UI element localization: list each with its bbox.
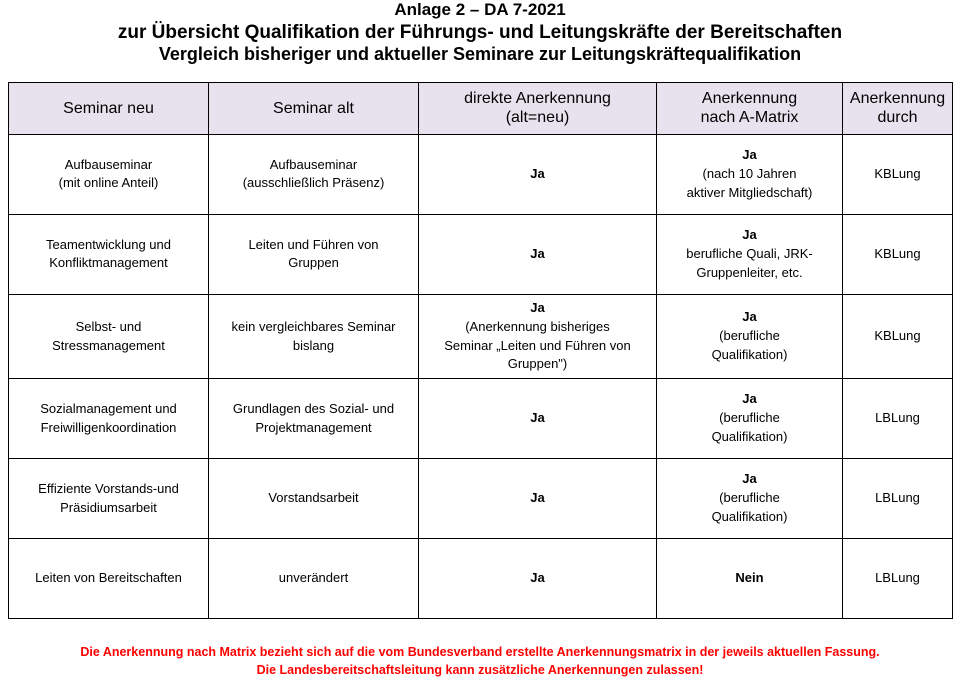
cell-line-1: Ja	[530, 165, 545, 181]
cell-line-1: Ja	[742, 147, 757, 163]
footnote-line-1: Die Anerkennung nach Matrix bezieht sich auf die vom Bundesverband erstellte Anerkennungsmatrix in der jeweils aktuellen Fassung.	[80, 645, 880, 660]
column-header-line-2: (alt=neu)	[505, 109, 570, 127]
footnote	[8, 643, 952, 679]
column-header-direkte-anerkennung	[419, 82, 657, 134]
cell-line-1: Ja	[530, 570, 545, 586]
column-header-seminar-neu	[9, 82, 209, 134]
cell-seminar-neu	[9, 294, 209, 378]
cell-anerkennung-durch: LBLung	[843, 459, 953, 539]
column-header-anerkennung-a-matrix	[657, 82, 843, 134]
cell-line-1: Leiten von Bereitschaften	[35, 570, 182, 586]
table-row	[9, 214, 953, 294]
cell-line-2: (Anerkennung bisheriges	[465, 318, 610, 334]
cell-direkte-anerkennung	[419, 379, 657, 459]
column-header-line-1: Seminar neu	[63, 99, 154, 117]
cell-line-1: kein vergleichbares Seminar	[231, 318, 396, 334]
seminar-comparison-table	[8, 82, 953, 619]
document-title	[8, 0, 952, 66]
table-row	[9, 294, 953, 378]
cell-line-1: Ja	[742, 471, 757, 487]
column-header-line-1: Anerkennung	[849, 90, 946, 108]
title-line-1: Anlage 2 – DA 7-2021	[394, 0, 566, 19]
cell-anerkennung-a-matrix	[657, 539, 843, 619]
cell-line-1: Ja	[530, 410, 545, 426]
cell-line-2: (berufliche	[719, 328, 780, 344]
cell-seminar-neu	[9, 379, 209, 459]
cell-anerkennung-durch: KBLung	[843, 214, 953, 294]
cell-line-1: Sozialmanagement und	[40, 400, 177, 416]
column-header-anerkennung-durch	[843, 82, 953, 134]
cell-line-1: Aufbauseminar	[269, 156, 358, 172]
cell-line-2: (nach 10 Jahren	[702, 165, 797, 181]
title-line-3: Vergleich bisheriger und aktueller Seminare zur Leitungskräftequalifikation	[158, 43, 802, 64]
cell-seminar-alt	[209, 214, 419, 294]
column-header-seminar-alt	[209, 82, 419, 134]
table-row	[9, 134, 953, 214]
cell-direkte-anerkennung	[419, 294, 657, 378]
table-row	[9, 539, 953, 619]
cell-line-2: (berufliche	[719, 490, 780, 506]
cell-anerkennung-a-matrix	[657, 214, 843, 294]
title-line-2: zur Übersicht Qualifikation der Führungs- und Leitungskräfte der Bereitschaften	[117, 21, 843, 43]
cell-line-4: Gruppen")	[507, 356, 568, 372]
cell-line-2: Projektmanagement	[255, 419, 372, 435]
cell-line-3: aktiver Mitgliedschaft)	[686, 184, 813, 200]
cell-line-1: Ja	[742, 309, 757, 325]
cell-line-2: (mit online Anteil)	[58, 175, 159, 191]
column-header-line-1: Anerkennung	[701, 90, 798, 108]
cell-line-2: Gruppen	[288, 255, 339, 271]
cell-seminar-neu	[9, 134, 209, 214]
cell-line-1: Nein	[735, 570, 764, 586]
cell-line-3: Seminar „Leiten und Führen von	[444, 337, 631, 353]
cell-line-1: Ja	[742, 227, 757, 243]
cell-anerkennung-a-matrix	[657, 134, 843, 214]
cell-seminar-alt	[209, 294, 419, 378]
cell-seminar-alt	[209, 539, 419, 619]
cell-anerkennung-a-matrix	[657, 294, 843, 378]
cell-seminar-neu	[9, 459, 209, 539]
cell-line-1: unverändert	[278, 570, 349, 586]
cell-line-2: Präsidiumsarbeit	[60, 499, 157, 515]
footnote-line-2: Die Landesbereitschaftsleitung kann zusätzliche Anerkennungen zulassen!	[256, 663, 704, 678]
cell-line-3: Qualifikation)	[711, 346, 788, 362]
cell-line-1: Teamentwicklung und	[45, 236, 172, 252]
cell-anerkennung-durch: LBLung	[843, 379, 953, 459]
cell-line-1: Selbst- und	[75, 318, 142, 334]
cell-line-1: Effiziente Vorstands-und	[38, 480, 179, 496]
cell-seminar-neu	[9, 214, 209, 294]
cell-line-2: Konfliktmanagement	[49, 255, 168, 271]
cell-line-3: Gruppenleiter, etc.	[696, 264, 803, 280]
cell-seminar-alt	[209, 459, 419, 539]
cell-anerkennung-a-matrix	[657, 379, 843, 459]
cell-anerkennung-durch: LBLung	[843, 539, 953, 619]
cell-line-3: Qualifikation)	[711, 509, 788, 525]
column-header-line-2: durch	[877, 109, 918, 127]
table-header	[9, 82, 953, 134]
table-header-row	[9, 82, 953, 134]
cell-line-2: (ausschließlich Präsenz)	[242, 175, 385, 191]
cell-direkte-anerkennung	[419, 134, 657, 214]
cell-line-1: Leiten und Führen von	[248, 236, 379, 252]
table-body	[9, 134, 953, 618]
cell-anerkennung-a-matrix	[657, 459, 843, 539]
cell-line-1: Ja	[530, 490, 545, 506]
cell-seminar-neu	[9, 539, 209, 619]
column-header-line-1: direkte Anerkennung	[464, 90, 611, 108]
table-row	[9, 459, 953, 539]
cell-line-2: (berufliche	[719, 410, 780, 426]
cell-line-1: Aufbauseminar	[64, 156, 153, 172]
cell-line-3: Qualifikation)	[711, 429, 788, 445]
cell-seminar-alt	[209, 134, 419, 214]
cell-line-2: Stressmanagement	[52, 337, 165, 353]
cell-line-1: Ja	[530, 245, 545, 261]
cell-line-2: bislang	[292, 337, 335, 353]
cell-line-1: Ja	[742, 391, 757, 407]
cell-line-1: Grundlagen des Sozial- und	[232, 400, 395, 416]
cell-direkte-anerkennung	[419, 459, 657, 539]
cell-direkte-anerkennung	[419, 539, 657, 619]
cell-seminar-alt	[209, 379, 419, 459]
cell-line-1: Ja	[530, 299, 545, 315]
column-header-line-1: Seminar alt	[273, 99, 354, 117]
table-row	[9, 379, 953, 459]
cell-line-1: Vorstandsarbeit	[268, 490, 359, 506]
cell-anerkennung-durch: KBLung	[843, 134, 953, 214]
cell-line-2: Freiwilligenkoordination	[40, 419, 177, 435]
cell-anerkennung-durch: KBLung	[843, 294, 953, 378]
column-header-line-2: nach A-Matrix	[700, 109, 799, 127]
cell-line-2: berufliche Quali, JRK-	[686, 245, 813, 261]
cell-direkte-anerkennung	[419, 214, 657, 294]
